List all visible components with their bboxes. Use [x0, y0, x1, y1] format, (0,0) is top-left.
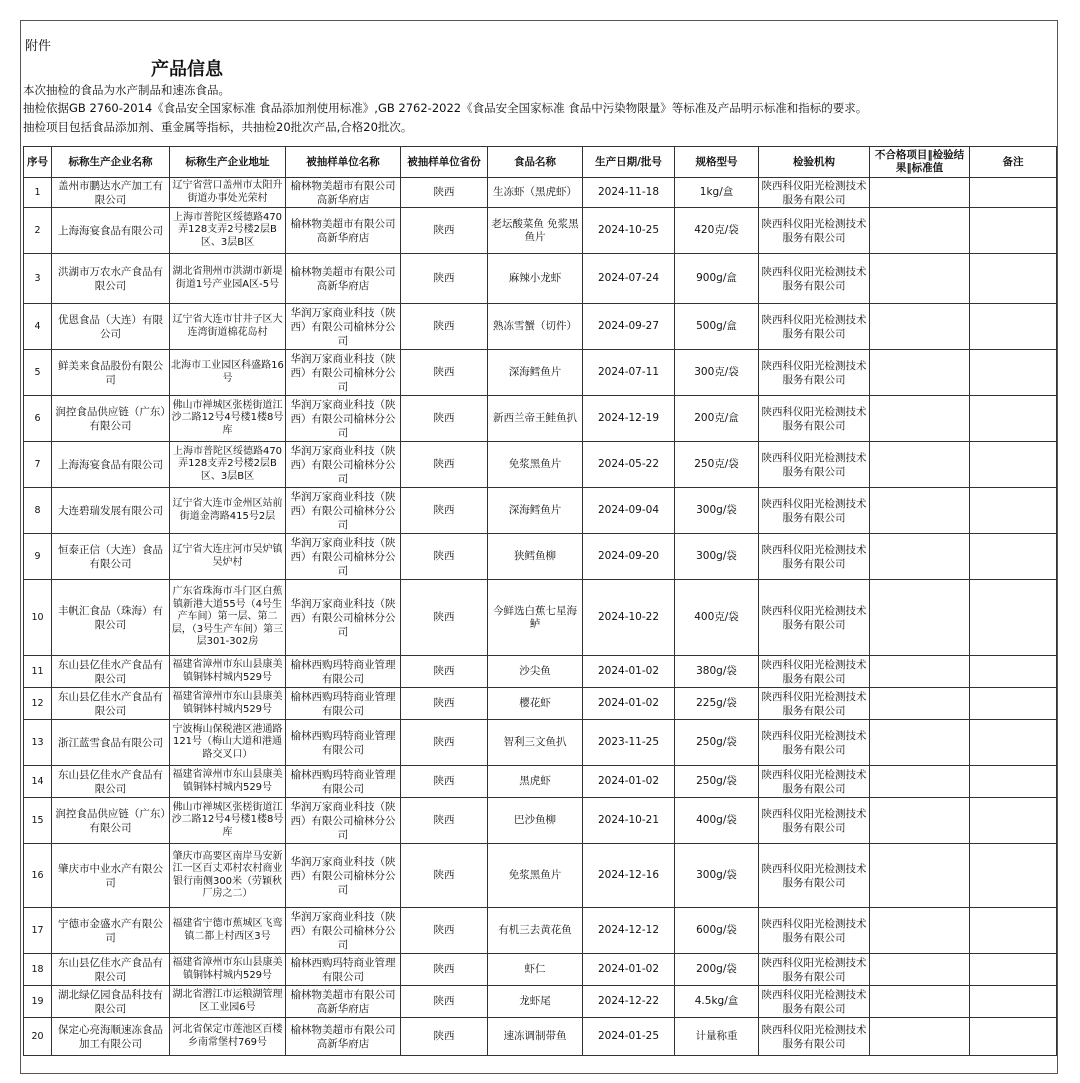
- cell-food-name: 有机三去黄花鱼: [488, 908, 583, 954]
- cell-production-date: 2024-10-21: [583, 798, 675, 844]
- cell-specification: 420克/袋: [675, 208, 759, 254]
- cell-specification: 300g/袋: [675, 488, 759, 534]
- cell-index: 15: [24, 798, 52, 844]
- cell-production-date: 2024-11-18: [583, 178, 675, 208]
- cell-remarks: [970, 580, 1057, 656]
- cell-manufacturer-name: 鲜美来食品股份有限公司: [52, 350, 170, 396]
- cell-food-name: 智利三文鱼扒: [488, 720, 583, 766]
- cell-index: 20: [24, 1018, 52, 1056]
- cell-sampled-unit-province: 陕西: [401, 488, 488, 534]
- cell-manufacturer-name: 洪湖市万农水产食品有限公司: [52, 254, 170, 304]
- cell-remarks: [970, 488, 1057, 534]
- cell-production-date: 2024-05-22: [583, 442, 675, 488]
- header-sampled-unit-province: 被抽样单位省份: [401, 147, 488, 178]
- cell-nonconforming-items: [870, 908, 970, 954]
- table-row: [24, 208, 1057, 254]
- cell-sampled-unit-province: 陕西: [401, 442, 488, 488]
- cell-sampled-unit-province: 陕西: [401, 720, 488, 766]
- cell-sampled-unit-name: 榆林西购玛特商业管理有限公司: [286, 766, 401, 798]
- cell-remarks: [970, 534, 1057, 580]
- cell-inspection-agency: 陕西科仪阳光检测技术服务有限公司: [759, 178, 870, 208]
- cell-index: 3: [24, 254, 52, 304]
- cell-inspection-agency: 陕西科仪阳光检测技术服务有限公司: [759, 442, 870, 488]
- cell-index: 10: [24, 580, 52, 656]
- cell-specification: 1kg/盒: [675, 178, 759, 208]
- cell-manufacturer-address: 湖北省荆州市洪湖市新堤街道1号产业园A区-5号: [170, 254, 286, 304]
- cell-production-date: 2024-07-11: [583, 350, 675, 396]
- cell-remarks: [970, 688, 1057, 720]
- table-row: [24, 986, 1057, 1018]
- cell-manufacturer-address: 上海市普陀区绥德路470弄128支弄2号楼2层B区、3层B区: [170, 442, 286, 488]
- table-row: [24, 720, 1057, 766]
- cell-manufacturer-address: 福建省宁德市蕉城区飞鸾镇二都上村西区3号: [170, 908, 286, 954]
- cell-inspection-agency: 陕西科仪阳光检测技术服务有限公司: [759, 798, 870, 844]
- cell-food-name: 沙尖鱼: [488, 656, 583, 688]
- cell-remarks: [970, 1018, 1057, 1056]
- cell-inspection-agency: 陕西科仪阳光检测技术服务有限公司: [759, 656, 870, 688]
- cell-nonconforming-items: [870, 656, 970, 688]
- cell-nonconforming-items: [870, 766, 970, 798]
- cell-nonconforming-items: [870, 844, 970, 908]
- cell-specification: 200克/盒: [675, 396, 759, 442]
- cell-manufacturer-address: 广东省珠海市斗门区白蕉镇新港大道55号（4号生产车间）第一层、第二层，（3号生产车间）第三层301-302房: [170, 580, 286, 656]
- cell-sampled-unit-province: 陕西: [401, 304, 488, 350]
- header-remarks: 备注: [970, 147, 1057, 178]
- cell-manufacturer-address: 肇庆市高要区南岸马安新江一区百丈邓村农村商业银行南侧300米（劳颖秋厂房之二）: [170, 844, 286, 908]
- cell-nonconforming-items: [870, 396, 970, 442]
- cell-manufacturer-name: 恒泰正信（大连）食品有限公司: [52, 534, 170, 580]
- cell-specification: 400克/袋: [675, 580, 759, 656]
- cell-inspection-agency: 陕西科仪阳光检测技术服务有限公司: [759, 1018, 870, 1056]
- cell-sampled-unit-name: 华润万家商业科技（陕西）有限公司榆林分公司: [286, 396, 401, 442]
- cell-sampled-unit-name: 华润万家商业科技（陕西）有限公司榆林分公司: [286, 488, 401, 534]
- cell-production-date: 2024-01-25: [583, 1018, 675, 1056]
- cell-production-date: 2024-12-16: [583, 844, 675, 908]
- cell-sampled-unit-name: 榆林西购玛特商业管理有限公司: [286, 720, 401, 766]
- cell-index: 5: [24, 350, 52, 396]
- cell-sampled-unit-name: 榆林物美超市有限公司高新华府店: [286, 254, 401, 304]
- header-food-name: 食品名称: [488, 147, 583, 178]
- cell-manufacturer-name: 湖北绿亿园食品科技有限公司: [52, 986, 170, 1018]
- table-header-row: [24, 147, 1057, 178]
- header-nonconforming-items: 不合格项目‖检验结果‖标准值: [870, 147, 970, 178]
- header-specification: 规格型号: [675, 147, 759, 178]
- cell-index: 14: [24, 766, 52, 798]
- cell-nonconforming-items: [870, 254, 970, 304]
- header-index: 序号: [24, 147, 52, 178]
- cell-specification: 400g/袋: [675, 798, 759, 844]
- cell-inspection-agency: 陕西科仪阳光检测技术服务有限公司: [759, 844, 870, 908]
- cell-specification: 380g/袋: [675, 656, 759, 688]
- cell-sampled-unit-name: 华润万家商业科技（陕西）有限公司榆林分公司: [286, 442, 401, 488]
- cell-manufacturer-name: 肇庆市中业水产有限公司: [52, 844, 170, 908]
- cell-specification: 500g/盒: [675, 304, 759, 350]
- cell-sampled-unit-province: 陕西: [401, 656, 488, 688]
- cell-production-date: 2024-01-02: [583, 954, 675, 986]
- cell-index: 13: [24, 720, 52, 766]
- cell-index: 9: [24, 534, 52, 580]
- cell-food-name: 龙虾尾: [488, 986, 583, 1018]
- table-row: [24, 844, 1057, 908]
- cell-index: 8: [24, 488, 52, 534]
- cell-manufacturer-name: 浙江蓝雪食品有限公司: [52, 720, 170, 766]
- cell-food-name: 樱花虾: [488, 688, 583, 720]
- table-row: [24, 688, 1057, 720]
- cell-index: 18: [24, 954, 52, 986]
- cell-index: 4: [24, 304, 52, 350]
- header-inspection-agency: 检验机构: [759, 147, 870, 178]
- header-production-date: 生产日期/批号: [583, 147, 675, 178]
- cell-inspection-agency: 陕西科仪阳光检测技术服务有限公司: [759, 534, 870, 580]
- table-row: [24, 1018, 1057, 1056]
- cell-sampled-unit-name: 华润万家商业科技（陕西）有限公司榆林分公司: [286, 534, 401, 580]
- cell-inspection-agency: 陕西科仪阳光检测技术服务有限公司: [759, 350, 870, 396]
- cell-manufacturer-name: 盖州市鹏达水产加工有限公司: [52, 178, 170, 208]
- cell-sampled-unit-province: 陕西: [401, 396, 488, 442]
- cell-remarks: [970, 766, 1057, 798]
- cell-remarks: [970, 954, 1057, 986]
- cell-manufacturer-name: 保定心亮海顺速冻食品加工有限公司: [52, 1018, 170, 1056]
- cell-specification: 300g/袋: [675, 844, 759, 908]
- cell-sampled-unit-name: 榆林西购玛特商业管理有限公司: [286, 688, 401, 720]
- cell-sampled-unit-province: 陕西: [401, 178, 488, 208]
- table-row: [24, 798, 1057, 844]
- cell-nonconforming-items: [870, 580, 970, 656]
- cell-index: 12: [24, 688, 52, 720]
- cell-production-date: 2024-12-12: [583, 908, 675, 954]
- cell-remarks: [970, 908, 1057, 954]
- cell-specification: 600g/袋: [675, 908, 759, 954]
- cell-inspection-agency: 陕西科仪阳光检测技术服务有限公司: [759, 908, 870, 954]
- cell-manufacturer-name: 润控食品供应链（广东）有限公司: [52, 396, 170, 442]
- cell-manufacturer-name: 东山县亿佳水产食品有限公司: [52, 954, 170, 986]
- cell-inspection-agency: 陕西科仪阳光检测技术服务有限公司: [759, 254, 870, 304]
- document-sheet: [20, 20, 1058, 1074]
- table-row: [24, 908, 1057, 954]
- cell-inspection-agency: 陕西科仪阳光检测技术服务有限公司: [759, 720, 870, 766]
- cell-sampled-unit-province: 陕西: [401, 798, 488, 844]
- cell-manufacturer-name: 上海海宴食品有限公司: [52, 442, 170, 488]
- cell-manufacturer-address: 佛山市禅城区张槎街道江沙二路12号4号楼1楼8号库: [170, 798, 286, 844]
- cell-nonconforming-items: [870, 954, 970, 986]
- cell-nonconforming-items: [870, 534, 970, 580]
- table-row: [24, 442, 1057, 488]
- cell-sampled-unit-province: 陕西: [401, 1018, 488, 1056]
- cell-manufacturer-name: 润控食品供应链（广东）有限公司: [52, 798, 170, 844]
- cell-manufacturer-name: 大连碧瑞发展有限公司: [52, 488, 170, 534]
- cell-index: 1: [24, 178, 52, 208]
- cell-nonconforming-items: [870, 986, 970, 1018]
- cell-remarks: [970, 254, 1057, 304]
- cell-nonconforming-items: [870, 350, 970, 396]
- cell-production-date: 2024-09-27: [583, 304, 675, 350]
- cell-manufacturer-name: 东山县亿佳水产食品有限公司: [52, 766, 170, 798]
- cell-manufacturer-address: 福建省漳州市东山县康美镇铜钵村城内529号: [170, 656, 286, 688]
- cell-nonconforming-items: [870, 442, 970, 488]
- cell-food-name: 生冻虾（黑虎虾）: [488, 178, 583, 208]
- cell-food-name: 虾仁: [488, 954, 583, 986]
- cell-specification: 300克/袋: [675, 350, 759, 396]
- cell-sampled-unit-name: 华润万家商业科技（陕西）有限公司榆林分公司: [286, 844, 401, 908]
- table-row: [24, 396, 1057, 442]
- cell-index: 17: [24, 908, 52, 954]
- cell-nonconforming-items: [870, 688, 970, 720]
- cell-sampled-unit-province: 陕西: [401, 688, 488, 720]
- cell-nonconforming-items: [870, 208, 970, 254]
- cell-manufacturer-address: 福建省漳州市东山县康美镇铜钵村城内529号: [170, 688, 286, 720]
- table-row: [24, 304, 1057, 350]
- cell-production-date: 2024-10-25: [583, 208, 675, 254]
- cell-sampled-unit-name: 榆林物美超市有限公司高新华府店: [286, 986, 401, 1018]
- cell-food-name: 免浆黑鱼片: [488, 844, 583, 908]
- cell-sampled-unit-name: 榆林西购玛特商业管理有限公司: [286, 954, 401, 986]
- cell-production-date: 2024-12-22: [583, 986, 675, 1018]
- cell-sampled-unit-province: 陕西: [401, 844, 488, 908]
- cell-sampled-unit-province: 陕西: [401, 534, 488, 580]
- cell-remarks: [970, 442, 1057, 488]
- table-row: [24, 534, 1057, 580]
- cell-food-name: 巴沙鱼柳: [488, 798, 583, 844]
- intro-line-summary: 抽检项目包括食品添加剂、重金属等指标，共抽检20批次产品,合格20批次。: [23, 120, 413, 134]
- cell-sampled-unit-name: 华润万家商业科技（陕西）有限公司榆林分公司: [286, 908, 401, 954]
- cell-remarks: [970, 844, 1057, 908]
- cell-nonconforming-items: [870, 1018, 970, 1056]
- cell-manufacturer-address: 河北省保定市莲池区百楼乡南常堡村769号: [170, 1018, 286, 1056]
- table-row: [24, 656, 1057, 688]
- cell-manufacturer-address: 北海市工业园区科盛路16号: [170, 350, 286, 396]
- cell-manufacturer-address: 宁波梅山保税港区港通路121号（梅山大道和港通路交叉口）: [170, 720, 286, 766]
- attachment-label: 附件: [25, 39, 52, 54]
- cell-specification: 计量称重: [675, 1018, 759, 1056]
- cell-manufacturer-name: 优恩食品（大连）有限公司: [52, 304, 170, 350]
- page-title: 产品信息: [151, 59, 223, 80]
- cell-sampled-unit-name: 华润万家商业科技（陕西）有限公司榆林分公司: [286, 350, 401, 396]
- cell-sampled-unit-province: 陕西: [401, 350, 488, 396]
- cell-food-name: 熟冻雪蟹（切件）: [488, 304, 583, 350]
- cell-food-name: 深海鳕鱼片: [488, 488, 583, 534]
- product-info-table: [23, 146, 1057, 1056]
- cell-manufacturer-address: 辽宁省营口盖州市太阳升街道办事处光荣村: [170, 178, 286, 208]
- table-row: [24, 766, 1057, 798]
- header-manufacturer-name: 标称生产企业名称: [52, 147, 170, 178]
- cell-sampled-unit-name: 榆林物美超市有限公司高新华府店: [286, 1018, 401, 1056]
- table-row: [24, 350, 1057, 396]
- cell-production-date: 2023-11-25: [583, 720, 675, 766]
- cell-production-date: 2024-09-04: [583, 488, 675, 534]
- cell-remarks: [970, 798, 1057, 844]
- cell-food-name: 麻辣小龙虾: [488, 254, 583, 304]
- cell-manufacturer-address: 湖北省潜江市运粮湖管理区工业园6号: [170, 986, 286, 1018]
- cell-remarks: [970, 720, 1057, 766]
- cell-manufacturer-name: 宁德市金盛水产有限公司: [52, 908, 170, 954]
- cell-inspection-agency: 陕西科仪阳光检测技术服务有限公司: [759, 304, 870, 350]
- cell-production-date: 2024-09-20: [583, 534, 675, 580]
- cell-remarks: [970, 178, 1057, 208]
- cell-food-name: 速冻调制带鱼: [488, 1018, 583, 1056]
- table-row: [24, 178, 1057, 208]
- cell-remarks: [970, 208, 1057, 254]
- cell-sampled-unit-province: 陕西: [401, 954, 488, 986]
- cell-specification: 200g/袋: [675, 954, 759, 986]
- cell-manufacturer-address: 福建省漳州市东山县康美镇铜钵村城内529号: [170, 766, 286, 798]
- intro-line-sample-type: 本次抽检的食品为水产制品和速冻食品。: [23, 83, 230, 97]
- cell-sampled-unit-province: 陕西: [401, 580, 488, 656]
- cell-sampled-unit-province: 陕西: [401, 208, 488, 254]
- cell-food-name: 免浆黑鱼片: [488, 442, 583, 488]
- cell-sampled-unit-name: 华润万家商业科技（陕西）有限公司榆林分公司: [286, 304, 401, 350]
- cell-manufacturer-address: 辽宁省大连市甘井子区大连湾街道棉花岛村: [170, 304, 286, 350]
- header-manufacturer-address: 标称生产企业地址: [170, 147, 286, 178]
- header-sampled-unit-name: 被抽样单位名称: [286, 147, 401, 178]
- cell-production-date: 2024-01-02: [583, 766, 675, 798]
- cell-manufacturer-address: 佛山市禅城区张槎街道江沙二路12号4号楼1楼8号库: [170, 396, 286, 442]
- cell-manufacturer-address: 辽宁省大连庄河市吴炉镇吴炉村: [170, 534, 286, 580]
- cell-inspection-agency: 陕西科仪阳光检测技术服务有限公司: [759, 580, 870, 656]
- cell-specification: 900g/盒: [675, 254, 759, 304]
- cell-sampled-unit-province: 陕西: [401, 254, 488, 304]
- cell-nonconforming-items: [870, 304, 970, 350]
- cell-index: 11: [24, 656, 52, 688]
- cell-sampled-unit-name: 榆林物美超市有限公司高新华府店: [286, 178, 401, 208]
- table-row: [24, 954, 1057, 986]
- cell-manufacturer-name: 丰帆汇食品（珠海）有限公司: [52, 580, 170, 656]
- cell-food-name: 新西兰帝王鲑鱼扒: [488, 396, 583, 442]
- cell-sampled-unit-name: 华润万家商业科技（陕西）有限公司榆林分公司: [286, 798, 401, 844]
- cell-remarks: [970, 656, 1057, 688]
- table-body: [24, 178, 1057, 1056]
- cell-nonconforming-items: [870, 798, 970, 844]
- cell-sampled-unit-name: 华润万家商业科技（陕西）有限公司榆林分公司: [286, 580, 401, 656]
- cell-food-name: 今鲜选白蕉七星海鲈: [488, 580, 583, 656]
- intro-line-standards: 抽检依据GB 2760-2014《食品安全国家标准 食品添加剂使用标准》,GB 2762-2022《食品安全国家标准 食品中污染物限量》等标准及产品明示标准和指标的要求。: [23, 101, 868, 115]
- cell-inspection-agency: 陕西科仪阳光检测技术服务有限公司: [759, 208, 870, 254]
- cell-nonconforming-items: [870, 178, 970, 208]
- cell-production-date: 2024-10-22: [583, 580, 675, 656]
- cell-remarks: [970, 986, 1057, 1018]
- cell-manufacturer-name: 上海海宴食品有限公司: [52, 208, 170, 254]
- cell-inspection-agency: 陕西科仪阳光检测技术服务有限公司: [759, 766, 870, 798]
- cell-inspection-agency: 陕西科仪阳光检测技术服务有限公司: [759, 488, 870, 534]
- cell-inspection-agency: 陕西科仪阳光检测技术服务有限公司: [759, 688, 870, 720]
- cell-sampled-unit-province: 陕西: [401, 908, 488, 954]
- cell-inspection-agency: 陕西科仪阳光检测技术服务有限公司: [759, 396, 870, 442]
- cell-manufacturer-name: 东山县亿佳水产食品有限公司: [52, 656, 170, 688]
- cell-sampled-unit-province: 陕西: [401, 986, 488, 1018]
- cell-inspection-agency: 陕西科仪阳光检测技术服务有限公司: [759, 986, 870, 1018]
- cell-specification: 250g/袋: [675, 720, 759, 766]
- cell-inspection-agency: 陕西科仪阳光检测技术服务有限公司: [759, 954, 870, 986]
- cell-index: 7: [24, 442, 52, 488]
- cell-remarks: [970, 396, 1057, 442]
- cell-sampled-unit-province: 陕西: [401, 766, 488, 798]
- cell-specification: 4.5kg/盒: [675, 986, 759, 1018]
- table-row: [24, 580, 1057, 656]
- cell-remarks: [970, 304, 1057, 350]
- cell-food-name: 老坛酸菜鱼 免浆黑鱼片: [488, 208, 583, 254]
- cell-remarks: [970, 350, 1057, 396]
- cell-index: 6: [24, 396, 52, 442]
- cell-production-date: 2024-12-19: [583, 396, 675, 442]
- cell-nonconforming-items: [870, 720, 970, 766]
- cell-sampled-unit-name: 榆林西购玛特商业管理有限公司: [286, 656, 401, 688]
- table-row: [24, 488, 1057, 534]
- cell-index: 2: [24, 208, 52, 254]
- cell-index: 19: [24, 986, 52, 1018]
- cell-food-name: 黑虎虾: [488, 766, 583, 798]
- cell-manufacturer-address: 福建省漳州市东山县康美镇铜钵村城内529号: [170, 954, 286, 986]
- cell-specification: 250克/袋: [675, 442, 759, 488]
- cell-specification: 225g/袋: [675, 688, 759, 720]
- cell-specification: 300g/袋: [675, 534, 759, 580]
- cell-specification: 250g/袋: [675, 766, 759, 798]
- cell-production-date: 2024-01-02: [583, 688, 675, 720]
- cell-nonconforming-items: [870, 488, 970, 534]
- cell-production-date: 2024-01-02: [583, 656, 675, 688]
- cell-food-name: 深海鳕鱼片: [488, 350, 583, 396]
- cell-production-date: 2024-07-24: [583, 254, 675, 304]
- cell-manufacturer-address: 上海市普陀区绥德路470弄128支弄2号楼2层B区、3层B区: [170, 208, 286, 254]
- cell-sampled-unit-name: 榆林物美超市有限公司高新华府店: [286, 208, 401, 254]
- cell-food-name: 狭鳕鱼柳: [488, 534, 583, 580]
- cell-index: 16: [24, 844, 52, 908]
- cell-manufacturer-address: 辽宁省大连市金州区站前街道金湾路415号2层: [170, 488, 286, 534]
- table-row: [24, 254, 1057, 304]
- cell-manufacturer-name: 东山县亿佳水产食品有限公司: [52, 688, 170, 720]
